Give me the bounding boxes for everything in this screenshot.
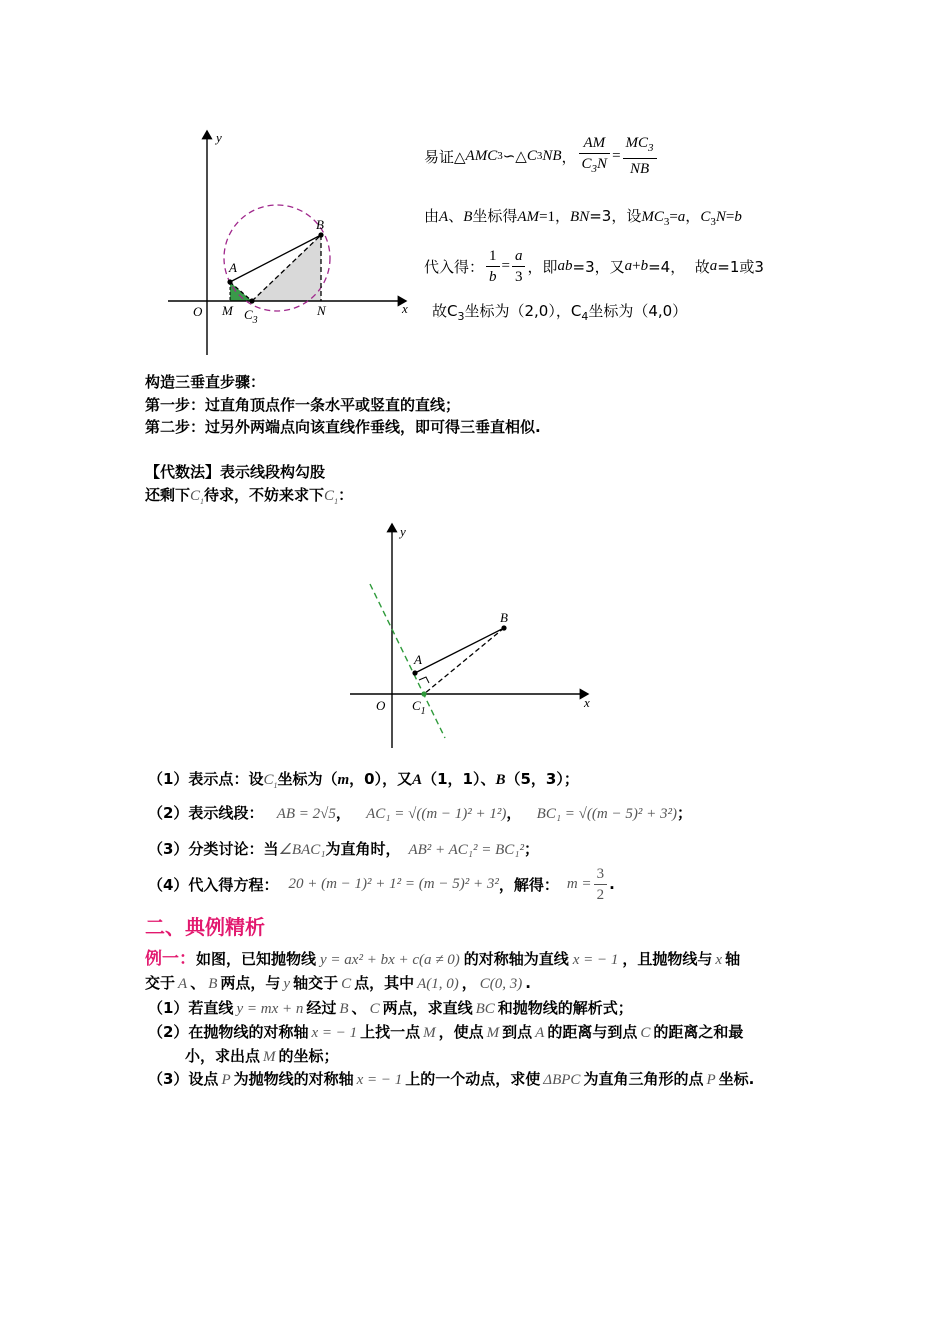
segment-bc1 (424, 628, 504, 694)
label-a: A (229, 260, 237, 275)
label-x: x (584, 695, 590, 710)
label-a: A (414, 652, 422, 667)
label-y: y (400, 524, 406, 539)
step-2: 第二步：过另外两端点向该直线作垂线，即可得三垂直相似. (145, 418, 541, 436)
section-title: 二、典例精析 (145, 915, 265, 939)
label-n: N (317, 303, 326, 318)
item-1: （1）表示点：设$C_1$坐标为（m，0），又A（1，1）、B（5，3）； (148, 770, 579, 790)
algebra-heading: 【代数法】表示线段构勾股 (145, 463, 326, 481)
example-line-2: 交于 A 、 B 两点，与 y 轴交于 C 点，其中 A(1, 0) ， C(0, 3) . (145, 974, 531, 992)
fraction-3-2: $\frac{3}{2}$ (594, 864, 608, 905)
label-c3: $C_3$ (244, 307, 258, 326)
fraction-am-c3n: $\frac{AM}{C_3N}$ (579, 133, 611, 179)
question-2-cont: 小，求出点 M 的坐标； (185, 1047, 339, 1065)
proof-line-2: 由A、B坐标得AM=1，BN=3，设$MC_3=a$，$C_3N=b$ (424, 207, 742, 228)
point-a (412, 670, 417, 675)
bc1-length: BC₁ = √((m − 5)² + 3²) (536, 806, 677, 822)
proof-line-4: 故$C_3$坐标为（2,0），$C_4$坐标为（4,0） (432, 302, 688, 323)
green-dashed-line (370, 584, 445, 738)
question-2: （2）在抛物线的对称轴 x = − 1 上找一点 M ，使点 M 到点 A 的距离与到点 C 的距离之和最 (148, 1023, 744, 1041)
right-angle-mark (419, 677, 429, 683)
figure-1 (160, 125, 420, 360)
steps-title: 构造三垂直步骤： (145, 373, 266, 391)
label-o: O (193, 304, 203, 319)
example-line-1: 例一：如图，已知抛物线 y = ax² + bx + c(a ≠ 0) 的对称轴为直线 x = − 1 ，且抛物线与 x 轴 (145, 949, 741, 969)
label-x: x (402, 301, 408, 316)
point-b (318, 232, 323, 237)
proof-line-1: 易证△ AMC 3 ∽△ C 3 NB ， $\frac{AM}{C_3N}$ = $\frac{MC_3}{NB}$ (424, 131, 659, 181)
ac1-length: AC₁ = √((m − 1)² + 1²) (366, 806, 507, 822)
question-3: （3）设点 P 为抛物线的对称轴 x = − 1 上的一个动点，求使 ΔBPC 为直角三角形的点 P 坐标. (148, 1070, 755, 1088)
fraction-a-3: $\frac{a}{3}$ (512, 246, 526, 287)
point-c1 (421, 691, 426, 696)
figure-2 (340, 518, 600, 753)
point-b (501, 625, 506, 630)
step-1: 第一步：过直角顶点作一条水平或竖直的直线； (145, 396, 461, 414)
proof-line-3: 代入得： $\frac{1}{b}$ = $\frac{a}{3}$ ，即 ab =3，又 a + b =4， 故 a =1或3 (424, 247, 764, 285)
fraction-1-b: $\frac{1}{b}$ (486, 246, 500, 287)
label-c1: $C_1$ (412, 698, 426, 717)
fraction-mc3-nb: $\frac{MC_3}{NB}$ (623, 133, 657, 179)
item-2: （2）表示线段： AB = 2√5， AC₁ = √((m − 1)² + 1²)， BC₁ = √((m − 5)² + 3²)； (148, 804, 692, 822)
label-y: y (216, 130, 222, 145)
label-b: B (500, 610, 508, 625)
question-1: （1）若直线 y = mx + n 经过 B 、 C 两点，求直线 BC 和抛物线的解析式； (148, 999, 633, 1017)
label-o: O (376, 698, 386, 713)
item-4: （4）代入得方程： 20 + (m − 1)² + 1² = (m − 5)² + 3² ，解得： m = $\frac{3}{2}$ . (148, 865, 615, 903)
label-b: B (316, 217, 324, 232)
algebra-intro: 还剩下$C_1$待求，不妨来求下$C_1$： (145, 486, 354, 506)
point-a (227, 279, 232, 284)
segment-ab (415, 628, 504, 673)
point-c3 (249, 298, 254, 303)
label-m: M (222, 303, 233, 318)
item-3: （3）分类讨论：当∠BAC₁为直角时， AB² + AC₁² = BC₁²； (148, 840, 540, 858)
ab-length: AB = 2√5 (276, 806, 336, 822)
